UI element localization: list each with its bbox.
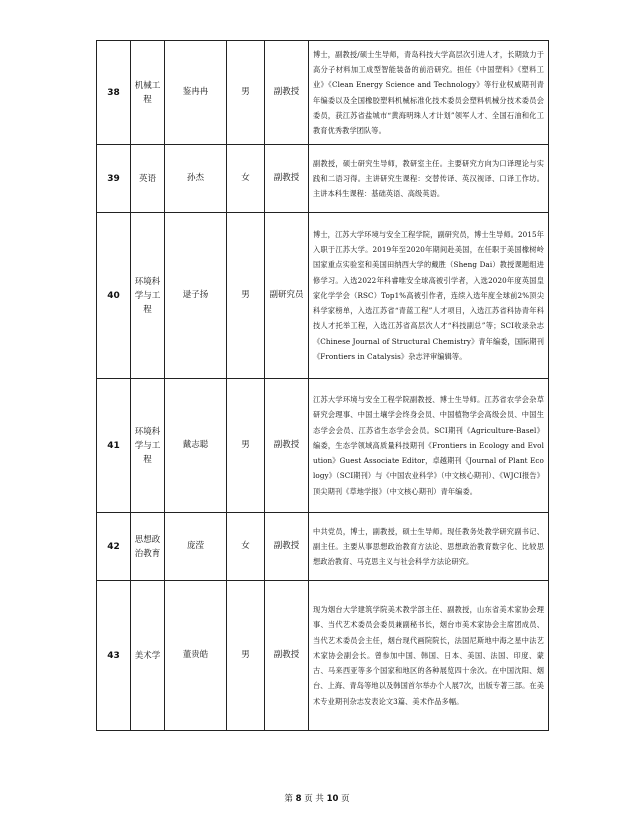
- table-row: [97, 41, 549, 145]
- row-department: 美术学: [131, 581, 165, 731]
- footer-page-number: 8: [295, 794, 302, 804]
- footer-mid: 页 共: [304, 794, 324, 804]
- table-row: [97, 213, 549, 379]
- row-gender: 男: [227, 581, 265, 731]
- row-description: 现为烟台大学建筑学院美术教学部主任、副教授，山东省美术家协会理事、当代艺术委员会委员兼副秘书长，烟台市美术家协会主席团成员、当代艺术委员会主任，烟台现代画院院长，法国尼斯地中海之星中法艺术家协会副会长。曾参加中国、韩国、日本、美国、法国、印度、蒙古、马来西亚等多个国家和地区的各种展览四十余次。在中国沈阳、烟台、上海、青岛等地以及韩国首尔举办个人展7次，出版专著三部。在美术专业期刊杂志发表论文3篇、美术作品多幅。: [309, 581, 549, 731]
- row-description: 中共党员，博士，副教授，硕士生导师。现任教务处教学研究副书记、副主任。主要从事思想政治教育方法论、思想政治教育数字化、比较思想政治教育、马克思主义与社会科学方法论研究。: [309, 513, 549, 581]
- row-name: 鉴冉冉: [165, 41, 227, 145]
- row-department: 思想政治教育: [131, 513, 165, 581]
- table-row: [97, 379, 549, 513]
- row-gender: 男: [227, 41, 265, 145]
- row-gender: 女: [227, 513, 265, 581]
- row-number: 40: [97, 213, 131, 379]
- row-title: 副教授: [265, 41, 309, 145]
- faculty-table-container: [96, 40, 548, 731]
- footer-suffix: 页: [341, 794, 350, 804]
- row-department: 机械工程: [131, 41, 165, 145]
- row-description: 江苏大学环境与安全工程学院副教授、博士生导师。江苏省农学会杂草研究会理事、中国土壤学会终身会员、中国植物学会高级会员、中国生态学会会员、江苏省生态学会会员。SCI期刊《Agriculture-Basel》编委，生态学领域高质量科技期刊《Frontiers in Ecology and Evolution》Guest Associate Editor，卓越期刊《Journal of Plant Ecology》（SCI期刊）与《中国农业科学》（中文核心期刊）、《WJCI报告》顶尖期刊《草地学报》（中文核心期刊）青年编委。: [309, 379, 549, 513]
- row-number: 38: [97, 41, 131, 145]
- footer-prefix: 第: [284, 794, 293, 804]
- row-title: 副教授: [265, 581, 309, 731]
- row-description: 博士，江苏大学环境与安全工程学院，副研究员，博士生导师。2015年入职于江苏大学。2019年至2020年期间赴美国，在任职于美国橡树岭国家重点实验室和美国田纳西大学的戴胜（Sheng Dai）教授课题组进修学习。入选2022年科睿唯安全球高被引学者，入选2020年度英国皇家化学学会（RSC）Top1%高被引作者，连续入选年度全球前2%顶尖科学家榜单，入选江苏省“青蓝工程”人才项目，入选江苏省科协青年科技人才托举工程，入选江苏省高层次人才“科技副总”等；SCI收录杂志《Chinese Journal of Structural Chemistry》青年编委，国际期刊《Frontiers in Catalysis》杂志评审编辑等。: [309, 213, 549, 379]
- row-title: 副教授: [265, 379, 309, 513]
- row-title: 副教授: [265, 513, 309, 581]
- row-name: 戴志聪: [165, 379, 227, 513]
- row-department: 环境科学与工程: [131, 379, 165, 513]
- row-number: 43: [97, 581, 131, 731]
- footer-total-pages: 10: [326, 794, 339, 804]
- row-name: 孙杰: [165, 145, 227, 213]
- row-name: 逯子扬: [165, 213, 227, 379]
- row-title: 副研究员: [265, 213, 309, 379]
- page-footer: [0, 792, 634, 804]
- row-gender: 男: [227, 213, 265, 379]
- row-title: 副教授: [265, 145, 309, 213]
- row-number: 41: [97, 379, 131, 513]
- row-department: 英语: [131, 145, 165, 213]
- faculty-table: [96, 40, 549, 731]
- table-row: [97, 581, 549, 731]
- row-description: 副教授，硕士研究生导师，教研室主任。主要研究方向为口译理论与实践和二语习得。主讲研究生课程：交替传译、英汉视译、口译工作坊。主讲本科生课程：基础英语、高级英语。: [309, 145, 549, 213]
- row-gender: 女: [227, 145, 265, 213]
- row-number: 39: [97, 145, 131, 213]
- table-row: [97, 513, 549, 581]
- row-number: 42: [97, 513, 131, 581]
- row-department: 环境科学与工程: [131, 213, 165, 379]
- row-description: 博士，副教授/硕士生导师，青岛科技大学高层次引进人才，长期致力于高分子材料加工成型智能装备的前沿研究。担任《中国塑料》《塑料工业》《Clean Energy Science and Technology》等行业权威期刊青年编委以及全国橡胶塑料机械标准化技术委员会塑料机械分技术委员会委员，获江苏省盐城市“黄海明珠人才计划”领军人才、全国石油和化工教育优秀教学团队等。: [309, 41, 549, 145]
- row-name: 庞滢: [165, 513, 227, 581]
- row-gender: 男: [227, 379, 265, 513]
- row-name: 董贵皓: [165, 581, 227, 731]
- table-row: [97, 145, 549, 213]
